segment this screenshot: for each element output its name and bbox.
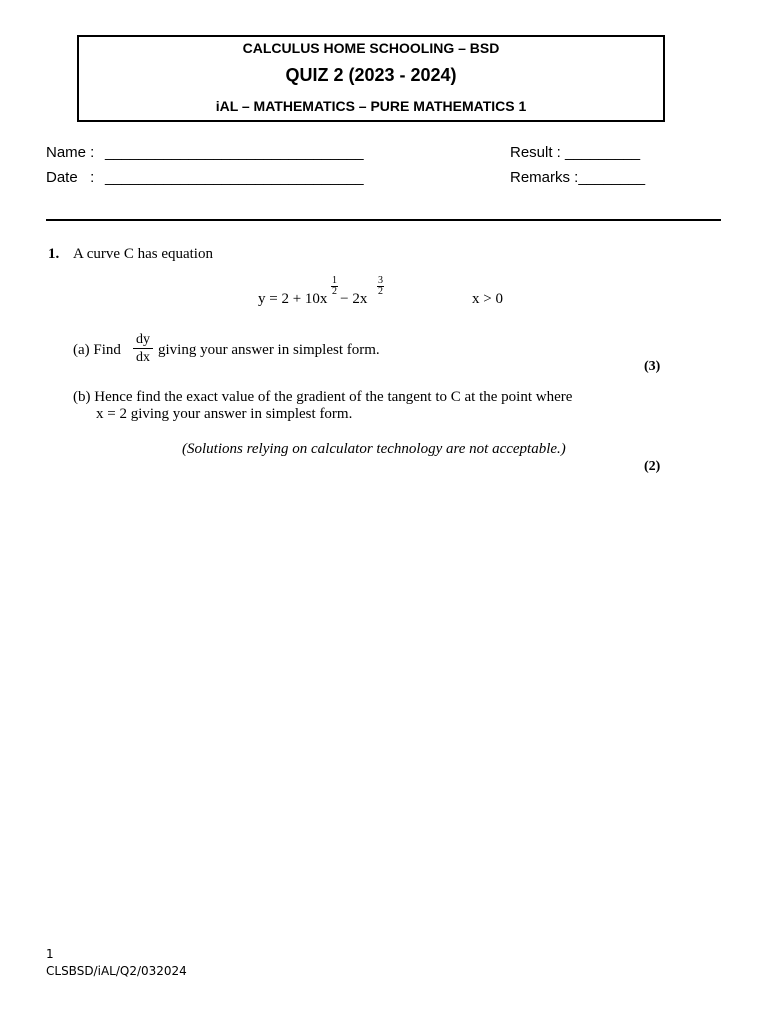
dy-numerator: dy xyxy=(136,332,150,347)
date-label: Date : xyxy=(46,169,95,186)
exponent-half-denominator: 2 xyxy=(332,286,337,297)
exponent-three-halves-numerator: 3 xyxy=(378,275,383,286)
question-intro: A curve C has equation xyxy=(73,246,213,262)
curve-equation xyxy=(258,276,518,316)
school-name: CALCULUS HOME SCHOOLING – BSD xyxy=(242,40,500,56)
page-number: 1 xyxy=(46,947,54,961)
quiz-header-box xyxy=(77,35,665,122)
part-b-line-1: (b) Hence find the exact value of the gradient of the tangent to C at the point where xyxy=(73,389,573,405)
name-field[interactable]: _______________________________ xyxy=(105,144,364,161)
dy-dx-fraction xyxy=(133,331,153,366)
equation-middle: − 2x xyxy=(336,291,368,307)
exponent-half xyxy=(331,276,338,297)
document-reference: CLSBSD/iAL/Q2/032024 xyxy=(46,964,187,978)
equation-condition: x > 0 xyxy=(472,291,503,307)
name-label: Name : xyxy=(46,144,95,161)
equation-lhs: y = 2 + 10x xyxy=(258,291,328,307)
exponent-three-halves-denominator: 2 xyxy=(378,286,383,297)
exponent-half-numerator: 1 xyxy=(332,275,337,286)
calculator-note: (Solutions relying on calculator technology are not acceptable.) xyxy=(182,441,566,457)
quiz-title: QUIZ 2 (2023 - 2024) xyxy=(285,65,457,85)
section-divider xyxy=(46,219,721,221)
result-field[interactable]: Result : _________ xyxy=(510,144,641,161)
remarks-field[interactable]: Remarks :________ xyxy=(510,169,646,186)
exponent-three-halves xyxy=(377,276,384,297)
part-b-line-2: x = 2 giving your answer in simplest form. xyxy=(96,406,353,422)
part-a-text: giving your answer in simplest form. xyxy=(158,342,380,358)
part-b-marks: (2) xyxy=(644,459,661,474)
dx-denominator: dx xyxy=(136,350,150,365)
question-number: 1. xyxy=(48,246,60,262)
course-title: iAL – MATHEMATICS – PURE MATHEMATICS 1 xyxy=(215,98,527,114)
part-a-marks: (3) xyxy=(644,359,661,374)
date-field[interactable]: _______________________________ xyxy=(105,169,364,186)
part-a-label: (a) Find xyxy=(73,342,121,358)
